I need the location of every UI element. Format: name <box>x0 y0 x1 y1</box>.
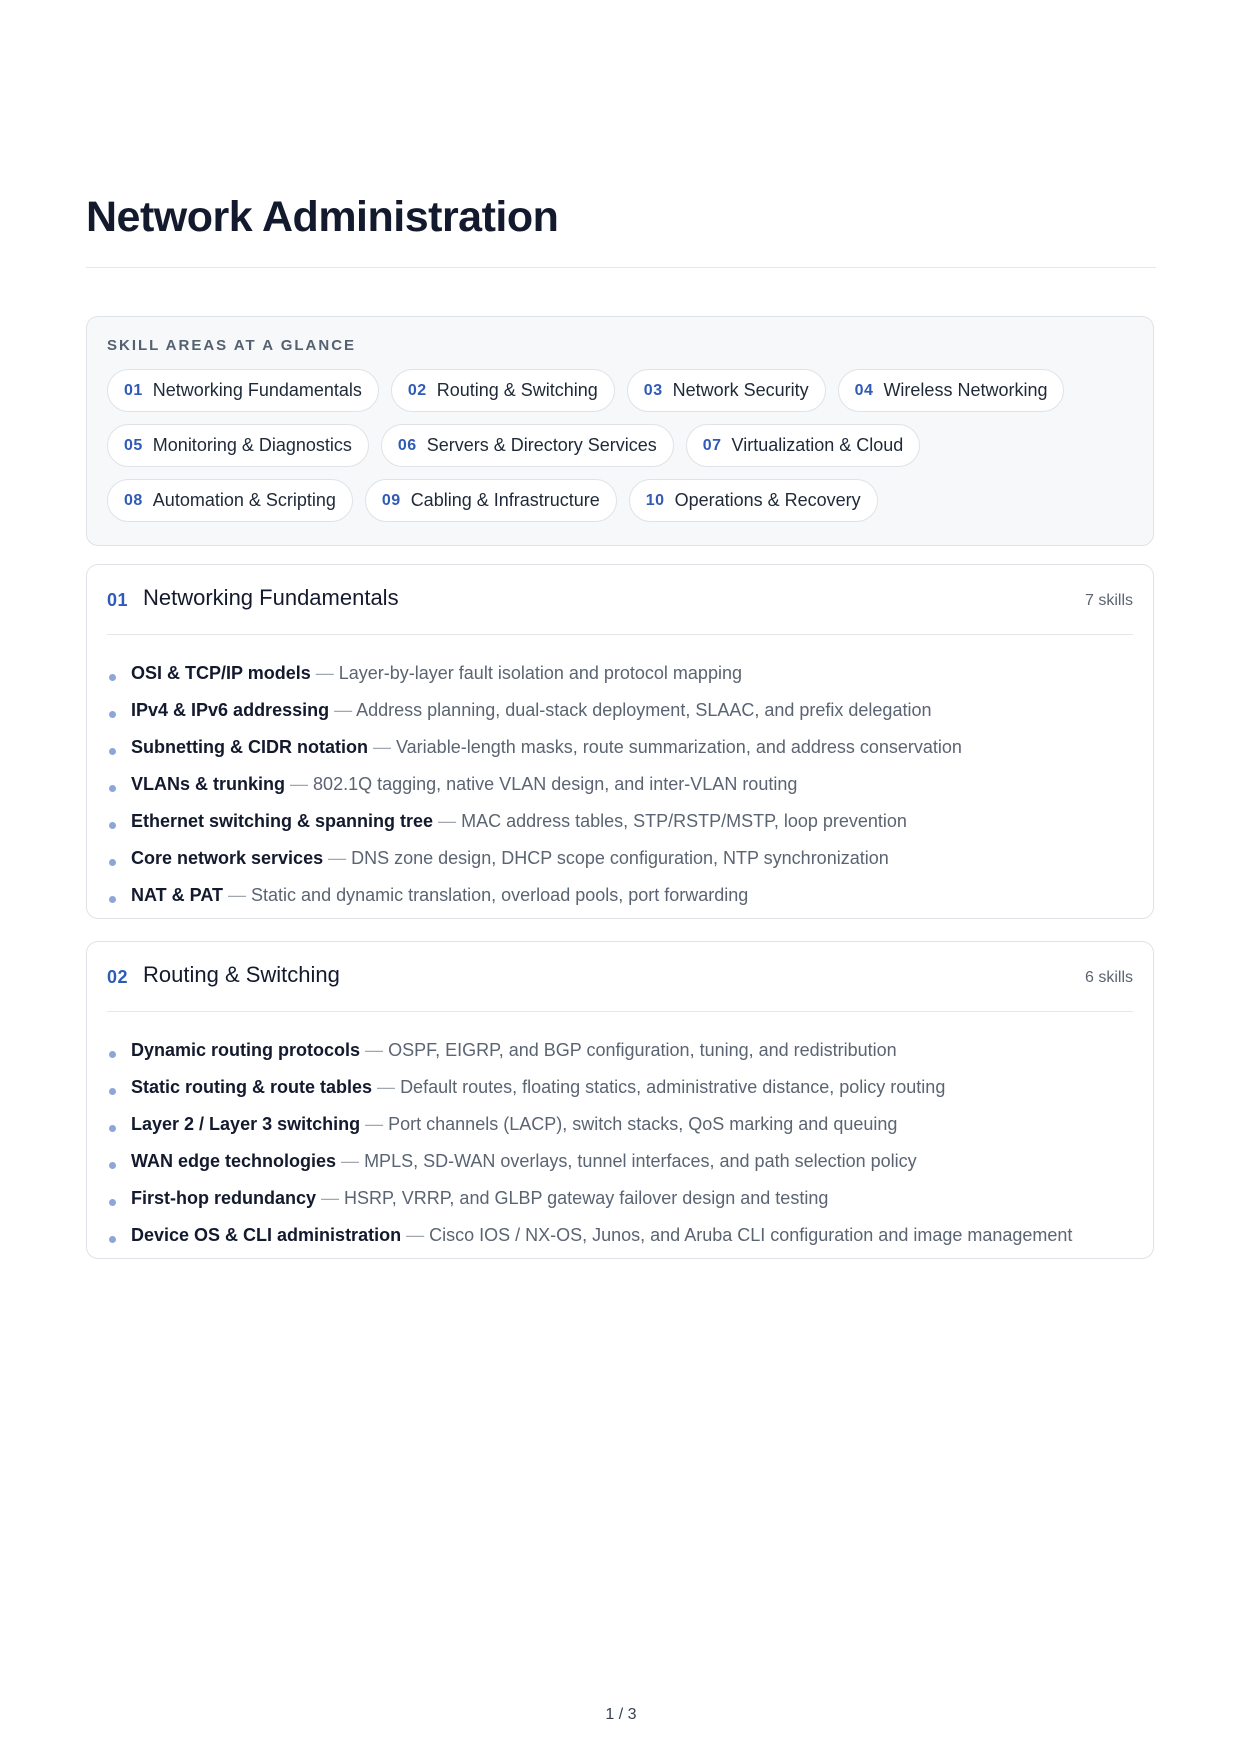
chip-label: Operations & Recovery <box>674 490 861 510</box>
skill-item <box>107 1147 1133 1184</box>
skill-area-chip[interactable] <box>107 424 369 467</box>
skill-area-chip[interactable] <box>627 369 826 412</box>
skill-separator: — <box>290 774 309 794</box>
skill-name: VLANs & trunking <box>131 774 286 794</box>
skill-area-chip[interactable] <box>381 424 674 467</box>
skill-description: 802.1Q tagging, native VLAN design, and inter-VLAN routing <box>313 774 798 794</box>
skill-item <box>107 659 1133 696</box>
chip-number: 06 <box>397 436 417 454</box>
section-title: Networking Fundamentals <box>143 585 399 610</box>
chip-label: Virtualization & Cloud <box>731 435 904 455</box>
skill-separator: — <box>328 848 347 868</box>
bullet-icon <box>109 822 116 829</box>
page-number: 1 / 3 <box>605 1706 637 1723</box>
skill-name: Device OS & CLI administration <box>131 1225 402 1245</box>
skill-description: Port channels (LACP), switch stacks, QoS marking and queuing <box>388 1114 898 1134</box>
chip-number: 09 <box>381 491 401 509</box>
skill-description: Default routes, floating statics, administrative distance, policy routing <box>400 1077 946 1097</box>
chip-label: Automation & Scripting <box>152 490 336 510</box>
skill-separator: — <box>365 1114 384 1134</box>
skill-name: IPv4 & IPv6 addressing <box>131 700 330 720</box>
skill-item <box>107 696 1133 733</box>
chip-label: Routing & Switching <box>436 380 598 400</box>
skill-description: MAC address tables, STP/RSTP/MSTP, loop prevention <box>461 811 907 831</box>
skill-name: NAT & PAT <box>131 885 223 905</box>
skill-description: Static and dynamic translation, overload pools, port forwarding <box>251 885 749 905</box>
bullet-icon <box>109 711 116 718</box>
skill-separator: — <box>377 1077 396 1097</box>
skill-name: First-hop redundancy <box>131 1188 317 1208</box>
skill-separator: — <box>438 811 457 831</box>
bullet-icon <box>109 1125 116 1132</box>
bullet-icon <box>109 785 116 792</box>
bullet-icon <box>109 896 116 903</box>
skill-description: Address planning, dual-stack deployment, SLAAC, and prefix delegation <box>356 700 932 720</box>
bullet-icon <box>109 1199 116 1206</box>
chip-row <box>107 479 1133 522</box>
skill-name: OSI & TCP/IP models <box>131 663 311 683</box>
section-skill-count: 7 skills <box>1084 592 1133 609</box>
chip-number: 10 <box>645 491 665 509</box>
section-number: 02 <box>107 967 129 987</box>
skill-item <box>107 1110 1133 1147</box>
skill-description: DNS zone design, DHCP scope configuration, NTP synchronization <box>351 848 889 868</box>
skill-item <box>107 807 1133 844</box>
skill-area-chip[interactable] <box>391 369 615 412</box>
skill-separator: — <box>228 885 247 905</box>
skill-separator: — <box>315 663 334 683</box>
bullet-icon <box>109 1051 116 1058</box>
skill-name: Static routing & route tables <box>131 1077 373 1097</box>
chip-number: 02 <box>407 381 427 399</box>
skill-area-chip[interactable] <box>365 479 617 522</box>
skill-section <box>86 564 1154 919</box>
bullet-icon <box>109 1236 116 1243</box>
section-header <box>107 565 1133 635</box>
skill-item <box>107 881 1133 918</box>
skill-item <box>107 844 1133 881</box>
skill-separator: — <box>341 1151 360 1171</box>
skill-separator: — <box>321 1188 340 1208</box>
skill-name: Dynamic routing protocols <box>131 1040 361 1060</box>
section-skill-count: 6 skills <box>1084 969 1133 986</box>
bullet-icon <box>109 1088 116 1095</box>
bullet-icon <box>109 674 116 681</box>
bullet-icon <box>109 859 116 866</box>
skill-list <box>107 635 1133 918</box>
skill-item <box>107 1073 1133 1110</box>
skill-item <box>107 770 1133 807</box>
chip-number: 05 <box>124 436 143 454</box>
skill-separator: — <box>334 700 353 720</box>
chip-row <box>107 369 1133 412</box>
skill-area-chip[interactable] <box>838 369 1065 412</box>
page-title: Network Administration <box>86 193 559 241</box>
skill-areas-panel <box>86 316 1154 546</box>
chip-label: Servers & Directory Services <box>426 435 657 455</box>
skill-description: Layer-by-layer fault isolation and protocol mapping <box>338 663 742 683</box>
skill-separator: — <box>372 737 391 757</box>
skill-description: HSRP, VRRP, and GLBP gateway failover design and testing <box>344 1188 829 1208</box>
skill-item <box>107 1221 1133 1258</box>
skill-description: Cisco IOS / NX-OS, Junos, and Aruba CLI configuration and image management <box>429 1225 1073 1245</box>
title-divider <box>86 267 1156 268</box>
chip-label: Network Security <box>672 380 809 400</box>
skill-separator: — <box>406 1225 425 1245</box>
skill-name: Subnetting & CIDR notation <box>131 737 368 757</box>
skill-name: Ethernet switching & spanning tree <box>131 811 434 831</box>
section-header <box>107 942 1133 1012</box>
skill-item <box>107 1036 1133 1073</box>
chip-number: 04 <box>854 381 874 399</box>
chip-number: 03 <box>643 381 663 399</box>
skill-list <box>107 1012 1133 1258</box>
skill-name: Core network services <box>131 848 324 868</box>
skill-item <box>107 1184 1133 1221</box>
skill-description: OSPF, EIGRP, and BGP configuration, tuning, and redistribution <box>388 1040 897 1060</box>
chip-number: 07 <box>702 436 722 454</box>
bullet-icon <box>109 1162 116 1169</box>
bullet-icon <box>109 748 116 755</box>
skill-area-chip[interactable] <box>686 424 921 467</box>
skill-section <box>86 941 1154 1259</box>
skill-area-chip[interactable] <box>629 479 878 522</box>
chip-label: Networking Fundamentals <box>152 380 362 400</box>
skill-description: MPLS, SD-WAN overlays, tunnel interfaces, and path selection policy <box>364 1151 917 1171</box>
chip-number: 01 <box>124 381 143 399</box>
chip-row <box>107 424 1133 467</box>
chip-label: Cabling & Infrastructure <box>410 490 600 510</box>
skill-areas-heading: SKILL AREAS AT A GLANCE <box>107 337 357 354</box>
section-number: 01 <box>107 590 129 610</box>
chip-label: Wireless Networking <box>883 380 1048 400</box>
chip-label: Monitoring & Diagnostics <box>152 435 352 455</box>
skill-area-chip[interactable] <box>107 369 379 412</box>
skill-name: Layer 2 / Layer 3 switching <box>131 1114 361 1134</box>
skill-name: WAN edge technologies <box>131 1151 337 1171</box>
skill-separator: — <box>365 1040 384 1060</box>
skill-item <box>107 733 1133 770</box>
section-title: Routing & Switching <box>143 962 340 987</box>
skill-area-chip[interactable] <box>107 479 353 522</box>
chip-number: 08 <box>124 491 143 509</box>
skill-description: Variable-length masks, route summarization, and address conservation <box>396 737 962 757</box>
